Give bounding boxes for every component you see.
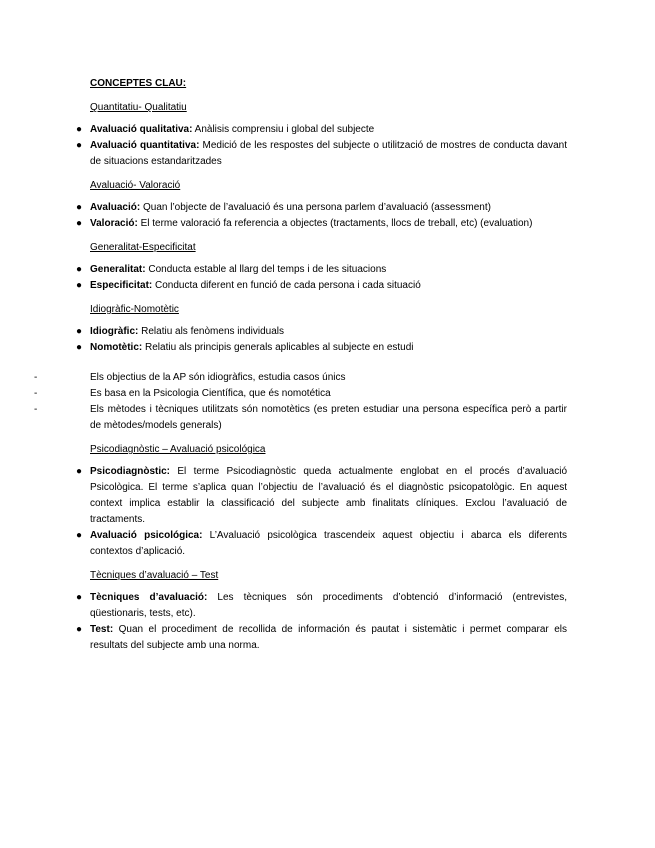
term-label: Avaluació quantitativa: — [90, 140, 200, 151]
term-definition: Relatiu als principis generals aplicables al subjecte en estudi — [142, 342, 414, 353]
dash-item — [34, 370, 567, 386]
section-idiografic-nomotetic — [34, 302, 567, 434]
term-label: Avaluació qualitativa: — [90, 124, 193, 135]
term-definition: Conducta estable al llarg del temps i de les situacions — [145, 264, 387, 275]
term-definition: Quan el procediment de recollida de información és pautat i sistemàtic i permet comparar els resultats del subjecte amb una norma. — [90, 624, 567, 651]
term-label: Avaluació: — [90, 202, 141, 213]
dash-item — [34, 386, 567, 402]
list-item — [76, 464, 567, 528]
list-item — [76, 590, 567, 622]
section-avaluacio-valoracio — [76, 178, 567, 232]
bullet-list — [76, 122, 567, 170]
term-label: Generalitat: — [90, 264, 146, 275]
bullet-list — [76, 262, 567, 294]
dash-item-text: Els mètodes i tècniques utilitzats són nomotètics (es preten estudiar una persona específica però a partir de mètodes/models generals) — [90, 404, 567, 431]
list-item — [76, 324, 567, 340]
bullet-icon: ● — [76, 280, 83, 291]
term-definition: Medició de les respostes del subjecte o utilització de mostres de conducta davant de situacions estandaritzades — [90, 140, 567, 167]
bullet-icon: ● — [76, 342, 83, 353]
section-heading: Generalitat-Especificitat — [90, 242, 196, 253]
section-heading: Idiogràfic-Nomotètic — [90, 304, 179, 315]
bullet-icon: ● — [76, 124, 83, 135]
term-label: Avaluació psicológica: — [90, 530, 203, 541]
term-label: Tècniques d’avaluació: — [90, 592, 208, 603]
term-definition: L’Avaluació psicològica trascendeix aquest objectiu i abarca els diferents contextos d’aplicació. — [90, 530, 567, 557]
section-heading: Psicodiagnòstic – Avaluació psicológica — [90, 444, 266, 455]
bullet-list — [76, 464, 567, 560]
dash-item — [34, 402, 567, 434]
list-item — [76, 262, 567, 278]
term-label: Valoració: — [90, 218, 138, 229]
term-definition: Quan l’objecte de l’avaluació és una persona parlem d’avaluació (assessment) — [140, 202, 491, 213]
bullet-icon: ● — [76, 530, 83, 541]
term-definition: Conducta diferent en funció de cada persona i cada situació — [152, 280, 421, 291]
term-definition: Anàlisis comprensiu i global del subjecte — [192, 124, 375, 135]
dash-list — [0, 370, 567, 434]
dash-icon: - — [34, 388, 38, 399]
list-item — [76, 216, 567, 232]
section-heading: Avaluació- Valoració — [90, 180, 181, 191]
bullet-icon: ● — [76, 466, 83, 477]
section-tecniques-test — [76, 568, 567, 654]
bullet-icon: ● — [76, 218, 83, 229]
term-definition: Relatiu als fenòmens individuals — [138, 326, 284, 337]
term-label: Especificitat: — [90, 280, 153, 291]
bullet-icon: ● — [76, 202, 83, 213]
bullet-icon: ● — [76, 264, 83, 275]
term-definition: El terme Psicodiagnòstic queda actualmente englobat en el procés d’avaluació Psicològica. El terme s’aplica quan l’objectiu de l’avaluació és el diagnòstic psicopatològic. En aquest context implica establir la classificació del subjecte amb finalitats clíniques. Exclou l’avaluació de tractaments. — [90, 466, 567, 525]
bullet-icon: ● — [76, 624, 83, 635]
list-item — [76, 122, 567, 138]
list-item — [76, 340, 567, 356]
term-definition: Les tècniques són procediments d’obtenció d’informació (entrevistes, qüestionaris, tests, etc). — [90, 592, 567, 619]
list-item — [76, 528, 567, 560]
list-item — [76, 138, 567, 170]
page-title: CONCEPTES CLAU: — [90, 78, 187, 89]
term-definition: El terme valoració fa referencia a objectes (tractaments, llocs de treball, etc) (evaluation) — [137, 218, 533, 229]
bullet-icon: ● — [76, 592, 83, 603]
list-item — [76, 200, 567, 216]
dash-item-text: Els objectius de la AP són idiogràfics, estudia casos únics — [90, 372, 346, 383]
dash-icon: - — [34, 404, 38, 415]
list-item — [76, 622, 567, 654]
term-label: Psicodiagnòstic: — [90, 466, 171, 477]
bullet-list — [76, 200, 567, 232]
section-heading: Quantitatiu- Qualitatiu — [90, 102, 187, 113]
bullet-icon: ● — [76, 326, 83, 337]
section-quantitatiu-qualitatiu — [76, 100, 567, 170]
term-label: Idiogràfic: — [90, 326, 139, 337]
list-item — [76, 278, 567, 294]
term-label: Test: — [90, 624, 114, 635]
dash-item-text: Es basa en la Psicologia Científica, que és nomotética — [90, 388, 331, 399]
bullet-icon: ● — [76, 140, 83, 151]
section-generalitat-especificitat — [76, 240, 567, 294]
section-heading: Tècniques d’avaluació – Test — [90, 570, 219, 581]
bullet-list — [76, 324, 567, 356]
section-psicodiagnostic — [76, 442, 567, 560]
bullet-list — [76, 590, 567, 654]
term-label: Nomotètic: — [90, 342, 143, 353]
dash-icon: - — [34, 372, 38, 383]
